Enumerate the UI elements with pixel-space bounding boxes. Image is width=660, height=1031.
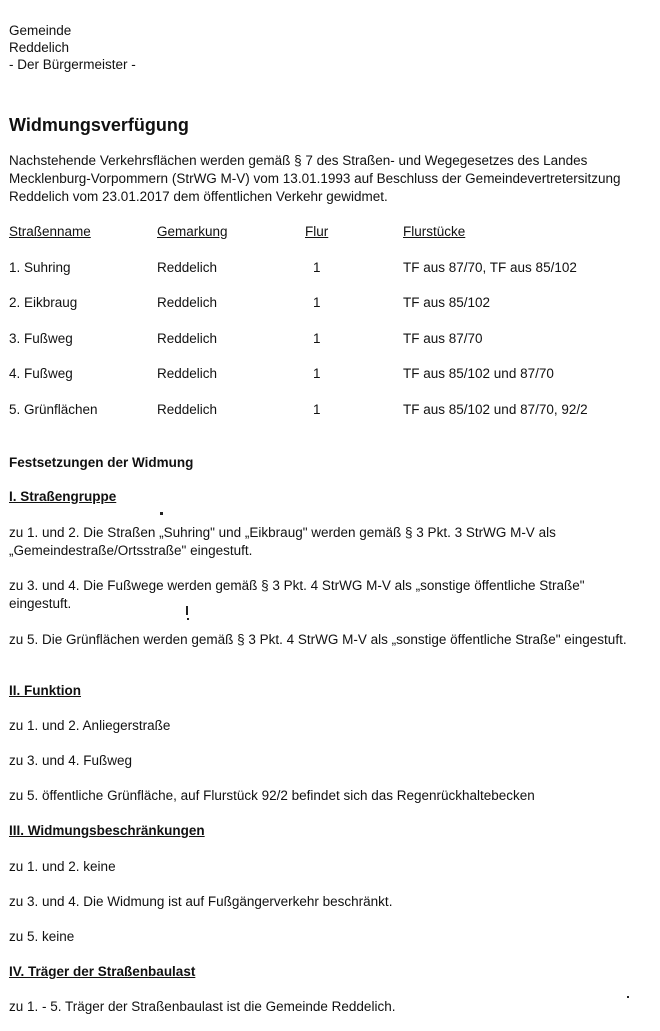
- column-header-flur: Flur: [305, 224, 329, 239]
- restrictions-line-5: zu 5. keine: [9, 929, 75, 944]
- municipality-place: Reddelich: [9, 40, 70, 55]
- cell-parcels: TF aus 85/102 und 87/70: [403, 366, 554, 381]
- section-heading-road-authority: IV. Träger der Straßenbaulast: [9, 964, 196, 979]
- cell-district: Reddelich: [157, 260, 218, 275]
- scan-speck: [186, 606, 188, 615]
- column-header-parcels: Flurstücke: [403, 224, 466, 239]
- cell-flur: 1: [313, 366, 321, 381]
- street-group-paragraph-3-4: zu 3. und 4. Die Fußwege werden gemäß § 3 Pkt. 4 StrWG M-V als „sonstige öffentliche Straße" eingestuft.: [9, 578, 585, 611]
- cell-street: 5. Grünflächen: [9, 402, 98, 417]
- cell-district: Reddelich: [157, 366, 218, 381]
- cell-parcels: TF aus 85/102 und 87/70, 92/2: [403, 402, 588, 417]
- scan-speck: [187, 618, 189, 620]
- cell-flur: 1: [313, 402, 321, 417]
- intro-paragraph: Nachstehende Verkehrsflächen werden gemäß § 7 des Straßen- und Wegegesetzes des Landes Mecklenburg-Vorpommern (StrWG M-V) vom 13.01.1993 auf Beschluss der Gemeindevertretersitzung Reddelich vom 23.01.2017 dem öffentlichen Verkehr gewidmet.: [9, 153, 621, 204]
- section-heading-restrictions: III. Widmungsbeschränkungen: [9, 823, 205, 838]
- scan-speck: [160, 512, 163, 515]
- column-header-district: Gemarkung: [157, 224, 228, 239]
- section-heading-function: II. Funktion: [9, 683, 81, 698]
- cell-district: Reddelich: [157, 402, 218, 417]
- street-group-paragraph-5: zu 5. Die Grünflächen werden gemäß § 3 Pkt. 4 StrWG M-V als „sonstige öffentliche Straße" eingestuft.: [9, 632, 627, 647]
- festsetzungen-heading: Festsetzungen der Widmung: [9, 455, 194, 470]
- column-header-street: Straßenname: [9, 224, 91, 239]
- cell-street: 3. Fußweg: [9, 331, 73, 346]
- function-line-5: zu 5. öffentliche Grünfläche, auf Flurstück 92/2 befindet sich das Regenrückhaltebecken: [9, 788, 535, 803]
- municipality-name: Gemeinde: [9, 23, 72, 38]
- restrictions-line-1-2: zu 1. und 2. keine: [9, 859, 116, 874]
- issuer-title: - Der Bürgermeister -: [9, 57, 136, 72]
- cell-flur: 1: [313, 295, 321, 310]
- cell-street: 4. Fußweg: [9, 366, 73, 381]
- restrictions-line-3-4: zu 3. und 4. Die Widmung ist auf Fußgängerverkehr beschränkt.: [9, 894, 393, 909]
- cell-district: Reddelich: [157, 295, 218, 310]
- cell-district: Reddelich: [157, 331, 218, 346]
- cell-street: 2. Eikbraug: [9, 295, 78, 310]
- document-title: Widmungsverfügung: [9, 115, 189, 135]
- section-heading-street-group: I. Straßengruppe: [9, 489, 117, 504]
- cell-flur: 1: [313, 260, 321, 275]
- scan-speck: [627, 996, 629, 998]
- street-group-paragraph-1-2: zu 1. und 2. Die Straßen „Suhring" und „Eikbraug" werden gemäß § 3 Pkt. 3 StrWG M-V als „Gemeindestraße/Ortsstraße" eingestuft.: [9, 525, 556, 558]
- cell-parcels: TF aus 85/102: [403, 295, 491, 310]
- function-line-1-2: zu 1. und 2. Anliegerstraße: [9, 718, 171, 733]
- road-authority-line: zu 1. - 5. Träger der Straßenbaulast ist die Gemeinde Reddelich.: [9, 999, 396, 1014]
- function-line-3-4: zu 3. und 4. Fußweg: [9, 753, 133, 768]
- cell-street: 1. Suhring: [9, 260, 71, 275]
- cell-parcels: TF aus 87/70, TF aus 85/102: [403, 260, 577, 275]
- cell-flur: 1: [313, 331, 321, 346]
- cell-parcels: TF aus 87/70: [403, 331, 483, 346]
